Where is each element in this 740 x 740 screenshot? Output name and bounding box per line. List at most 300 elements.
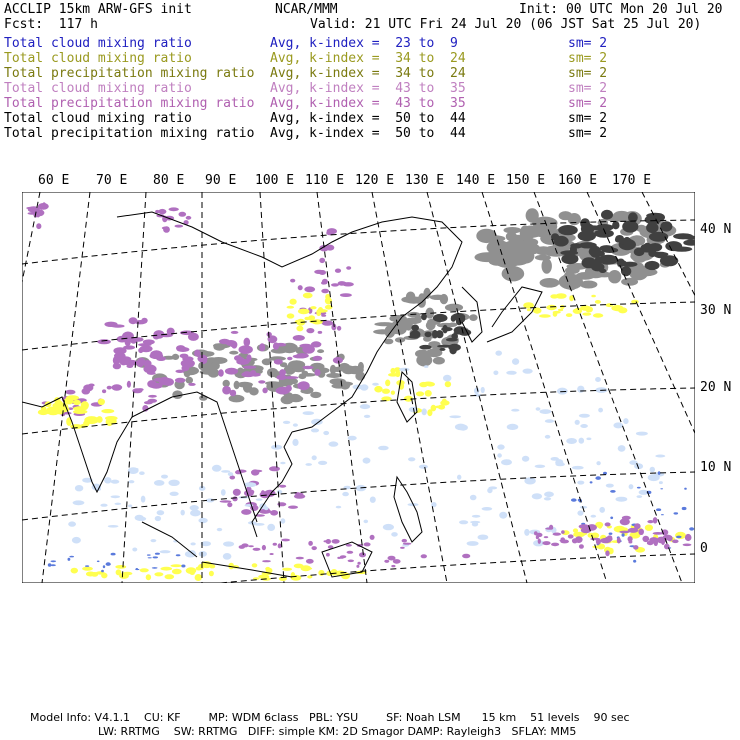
yellow-cloud: [160, 567, 172, 571]
yellow-cloud: [591, 295, 596, 298]
purple-cloud: [388, 556, 396, 561]
blue-cloud: [221, 489, 226, 496]
blue-cloud: [139, 471, 145, 475]
purple-cloud: [175, 225, 184, 228]
purple-cloud: [222, 386, 231, 395]
yellow-cloud: [287, 306, 295, 309]
blue-cloud: [244, 482, 256, 487]
blue-cloud: [512, 358, 519, 365]
purple-cloud: [270, 553, 274, 555]
blue-cloud: [482, 507, 493, 511]
model-info-line-1: Model Info: V4.1.1 CU: KF MP: WDM 6class PBL: YSU SF: Noah LSM 15 km 51 levels 90 sec: [30, 711, 630, 724]
purple-cloud: [36, 223, 41, 229]
yellow-cloud: [573, 528, 578, 532]
gray-cloud: [419, 358, 432, 364]
purple-cloud: [186, 216, 192, 220]
purple-cloud: [229, 342, 235, 347]
gray-cloud: [576, 272, 595, 280]
blue-cloud: [459, 425, 468, 431]
yellow-cloud: [307, 575, 312, 578]
blue-cloud: [497, 453, 502, 457]
purple-cloud: [314, 369, 320, 376]
purple-cloud: [538, 539, 541, 544]
dark-cloud: [421, 313, 427, 320]
yellow-cloud: [582, 313, 591, 316]
legend-sm: sm= 2: [568, 96, 608, 111]
yellow-cloud: [382, 389, 390, 394]
blue-cloud: [115, 503, 122, 505]
yellow-cloud: [298, 309, 310, 315]
dark-cloud: [433, 314, 448, 322]
purple-cloud: [241, 543, 248, 547]
blue-cloud: [591, 515, 597, 518]
dark-cloud: [425, 332, 432, 338]
gray-cloud: [289, 395, 303, 402]
legend-field: Total cloud mixing ratio: [4, 51, 192, 66]
blue-cloud: [152, 567, 158, 569]
yellow-cloud: [645, 525, 653, 531]
gray-cloud: [208, 368, 220, 377]
gray-cloud: [469, 314, 477, 321]
blue-cloud: [228, 472, 233, 476]
legend-sm: sm= 2: [568, 126, 608, 141]
blue-cloud: [590, 481, 593, 483]
forecast-hour: Fcst: 117 h: [4, 17, 98, 32]
lon-label: 160 E: [558, 173, 598, 188]
dark-cloud: [599, 269, 606, 273]
blue-cloud: [111, 495, 121, 498]
purple-cloud: [111, 324, 124, 327]
yellow-cloud: [445, 381, 451, 387]
purple-cloud: [135, 320, 147, 324]
purple-cloud: [356, 565, 359, 568]
blue-cloud: [256, 498, 263, 500]
lon-label: 80 E: [153, 173, 185, 188]
purple-cloud: [306, 559, 314, 564]
purple-cloud: [296, 557, 304, 560]
purple-cloud: [273, 543, 277, 546]
purple-cloud: [403, 543, 412, 545]
purple-cloud: [158, 209, 166, 214]
gray-cloud: [494, 253, 520, 268]
blue-cloud: [481, 387, 485, 393]
purple-cloud: [127, 381, 131, 388]
blue-cloud: [577, 386, 584, 393]
blue-cloud: [599, 507, 605, 513]
gray-cloud: [243, 383, 252, 393]
blue-cloud: [637, 487, 641, 489]
blue-cloud: [422, 408, 427, 415]
purple-cloud: [308, 541, 313, 546]
blue-cloud: [595, 377, 601, 382]
blue-cloud: [206, 498, 214, 502]
yellow-cloud: [73, 400, 81, 405]
lon-label: 150 E: [506, 173, 546, 188]
purple-cloud: [421, 554, 427, 558]
purple-cloud: [246, 354, 251, 361]
dark-cloud: [622, 221, 638, 233]
blue-cloud: [50, 564, 56, 566]
blue-cloud: [336, 506, 341, 509]
blue-cloud: [457, 475, 461, 480]
blue-cloud: [618, 445, 626, 452]
dark-cloud: [440, 348, 446, 351]
lon-label: 110 E: [305, 173, 345, 188]
yellow-cloud: [442, 399, 447, 406]
blue-cloud: [161, 475, 168, 479]
dark-cloud: [671, 247, 692, 252]
gray-cloud: [535, 255, 551, 261]
yellow-cloud: [388, 373, 398, 377]
blue-cloud: [507, 424, 519, 430]
legend-sm: sm= 2: [568, 81, 608, 96]
dark-cloud: [561, 254, 578, 264]
purple-cloud: [243, 366, 256, 369]
blue-cloud: [85, 565, 89, 567]
purple-cloud: [244, 338, 251, 347]
blue-cloud: [623, 418, 628, 424]
purple-cloud: [402, 539, 407, 543]
yellow-cloud: [209, 564, 215, 568]
purple-cloud: [642, 536, 649, 542]
yellow-cloud: [425, 390, 432, 397]
blue-cloud: [523, 369, 533, 374]
purple-cloud: [225, 368, 238, 375]
blue-cloud: [636, 432, 648, 436]
purple-cloud: [241, 372, 255, 377]
blue-cloud: [305, 463, 312, 466]
blue-cloud: [72, 537, 81, 544]
purple-cloud: [561, 530, 565, 534]
gray-cloud: [608, 270, 621, 283]
blue-cloud: [495, 351, 502, 356]
legend-field: Total precipitation mixing ratio: [4, 126, 255, 141]
blue-cloud: [616, 497, 628, 502]
gray-cloud: [310, 392, 321, 398]
dark-cloud: [442, 325, 447, 334]
purple-cloud: [302, 345, 315, 354]
dark-cloud: [580, 218, 590, 229]
blue-cloud: [75, 485, 83, 491]
legend-field: Total cloud mixing ratio: [4, 36, 192, 51]
legend-avg: Avg, k-index = 34 to 24: [270, 66, 466, 81]
blue-cloud: [459, 520, 468, 524]
yellow-cloud: [416, 391, 424, 396]
blue-cloud: [111, 480, 120, 484]
purple-cloud: [313, 356, 323, 361]
blue-cloud: [577, 481, 584, 485]
legend-sm: sm= 2: [568, 36, 608, 51]
blue-cloud: [391, 532, 398, 537]
blue-cloud: [598, 408, 603, 413]
blue-cloud: [572, 466, 584, 470]
blue-cloud: [100, 504, 107, 507]
dark-cloud: [578, 231, 596, 242]
purple-cloud: [575, 536, 583, 543]
purple-cloud: [148, 399, 158, 403]
purple-cloud: [274, 359, 283, 365]
legend-field: Total precipitation mixing ratio: [4, 96, 255, 111]
blue-cloud: [154, 480, 165, 486]
gray-cloud: [299, 373, 316, 377]
lon-label: 130 E: [405, 173, 445, 188]
legend-sm: sm= 2: [568, 111, 608, 126]
purple-cloud: [232, 496, 237, 501]
yellow-cloud: [186, 567, 197, 574]
blue-cloud: [51, 560, 57, 562]
purple-cloud: [28, 206, 40, 212]
purple-cloud: [622, 516, 631, 520]
yellow-cloud: [595, 300, 601, 304]
yellow-cloud: [165, 574, 175, 579]
blue-cloud: [370, 497, 376, 503]
legend-field: Total cloud mixing ratio: [4, 111, 192, 126]
purple-cloud: [65, 390, 75, 395]
lon-label: 100 E: [255, 173, 295, 188]
valid-time: Valid: 21 UTC Fri 24 Jul 20 (06 JST Sat 25 Jul 20): [310, 17, 702, 32]
purple-cloud: [579, 544, 584, 549]
purple-cloud: [319, 258, 325, 263]
purple-cloud: [276, 387, 290, 395]
yellow-cloud: [52, 403, 64, 408]
blue-cloud: [613, 422, 623, 428]
gray-cloud: [523, 238, 538, 246]
blue-cloud: [267, 524, 275, 531]
purple-cloud: [647, 541, 654, 545]
blue-cloud: [168, 480, 179, 486]
purple-cloud: [337, 326, 341, 331]
purple-cloud: [175, 378, 186, 383]
blue-cloud: [629, 484, 634, 489]
blue-cloud: [212, 465, 222, 472]
blue-cloud: [424, 365, 428, 368]
blue-cloud: [419, 465, 428, 469]
purple-cloud: [628, 540, 632, 543]
dark-cloud: [408, 335, 420, 338]
yellow-cloud: [116, 569, 122, 575]
lat-label: 30 N: [700, 303, 732, 318]
purple-cloud: [306, 328, 314, 333]
purple-cloud: [275, 343, 286, 347]
blue-cloud: [575, 420, 580, 425]
purple-cloud: [269, 466, 280, 471]
purple-cloud: [298, 285, 303, 290]
purple-cloud: [584, 527, 588, 531]
purple-cloud: [111, 384, 122, 390]
purple-cloud: [169, 207, 179, 211]
blue-cloud: [487, 488, 492, 493]
yellow-cloud: [374, 386, 382, 393]
yellow-cloud: [154, 572, 163, 576]
purple-cloud: [653, 517, 658, 523]
blue-cloud: [511, 409, 519, 412]
gray-cloud: [374, 322, 395, 326]
yellow-cloud: [73, 409, 87, 414]
blue-cloud: [577, 510, 583, 515]
gray-cloud: [430, 295, 447, 300]
purple-cloud: [333, 357, 343, 364]
blue-cloud: [493, 371, 498, 376]
blue-cloud: [69, 556, 74, 558]
blue-cloud: [147, 554, 151, 555]
purple-cloud: [179, 212, 187, 217]
dark-cloud: [411, 325, 419, 332]
blue-cloud: [655, 455, 665, 458]
yellow-cloud: [140, 568, 149, 572]
blue-cloud: [104, 477, 111, 483]
blue-cloud: [97, 561, 100, 563]
gray-cloud: [542, 258, 552, 273]
blue-cloud: [606, 484, 614, 488]
yellow-cloud: [539, 314, 551, 318]
purple-cloud: [359, 552, 366, 557]
purple-cloud: [135, 361, 142, 364]
blue-cloud: [106, 562, 111, 566]
purple-cloud: [175, 370, 184, 373]
blue-cloud: [661, 514, 664, 515]
purple-cloud: [236, 470, 247, 473]
blue-cloud: [501, 459, 512, 465]
blue-cloud: [348, 436, 357, 441]
purple-cloud: [181, 359, 195, 368]
gray-cloud: [476, 229, 496, 243]
legend-field: Total precipitation mixing ratio: [4, 66, 255, 81]
gray-cloud: [213, 343, 220, 349]
purple-cloud: [119, 356, 131, 361]
dark-cloud: [619, 260, 627, 265]
purple-cloud: [568, 534, 574, 538]
purple-cloud: [239, 345, 253, 354]
purple-cloud: [270, 510, 278, 516]
gray-cloud: [291, 379, 298, 385]
gray-cloud: [433, 357, 445, 365]
blue-cloud: [303, 411, 315, 415]
blue-cloud: [364, 520, 369, 524]
yellow-cloud: [553, 312, 558, 317]
blue-cloud: [684, 488, 687, 490]
blue-cloud: [364, 415, 370, 418]
blue-cloud: [181, 565, 185, 568]
yellow-cloud: [618, 307, 627, 313]
purple-cloud: [322, 279, 328, 285]
purple-cloud: [348, 560, 354, 563]
blue-cloud: [659, 481, 663, 484]
yellow-cloud: [556, 293, 567, 299]
purple-cloud: [542, 541, 550, 545]
gray-cloud: [186, 377, 193, 384]
blue-cloud: [360, 384, 368, 390]
blue-cloud: [536, 407, 541, 410]
blue-cloud: [153, 556, 158, 558]
blue-cloud: [198, 518, 207, 523]
purple-cloud: [335, 269, 341, 273]
purple-cloud: [545, 528, 553, 530]
lat-label: 40 N: [700, 222, 732, 237]
legend-avg: Avg, k-index = 43 to 35: [270, 81, 466, 96]
yellow-cloud: [96, 416, 102, 423]
yellow-cloud: [86, 572, 95, 577]
blue-cloud: [555, 459, 563, 466]
purple-cloud: [253, 470, 262, 473]
blue-cloud: [524, 529, 529, 536]
yellow-cloud: [294, 564, 304, 569]
blue-cloud: [157, 510, 165, 515]
gray-cloud: [502, 266, 525, 281]
dark-cloud: [419, 345, 431, 350]
yellow-cloud: [527, 309, 531, 311]
blue-cloud: [399, 368, 410, 371]
purple-cloud: [647, 520, 653, 523]
gray-cloud: [404, 319, 412, 331]
purple-cloud: [102, 389, 106, 393]
blue-cloud: [467, 541, 479, 546]
dark-cloud: [621, 266, 631, 276]
lat-label: 10 N: [700, 460, 732, 475]
yellow-cloud: [310, 306, 316, 309]
blue-cloud: [637, 495, 643, 498]
gray-cloud: [199, 395, 207, 401]
purple-cloud: [391, 565, 395, 567]
gray-cloud: [229, 395, 245, 403]
purple-cloud: [107, 386, 112, 390]
blue-cloud: [155, 553, 160, 555]
purple-cloud: [551, 543, 559, 547]
yellow-cloud: [385, 380, 390, 387]
blue-cloud: [136, 517, 146, 521]
blue-cloud: [223, 541, 234, 546]
purple-cloud: [122, 332, 134, 341]
purple-cloud: [672, 540, 679, 544]
yellow-cloud: [170, 564, 182, 567]
yellow-cloud: [558, 309, 563, 311]
blue-cloud: [586, 438, 591, 441]
purple-cloud: [370, 535, 375, 540]
lon-label: 140 E: [456, 173, 496, 188]
blue-cloud: [571, 498, 577, 501]
yellow-cloud: [282, 568, 292, 571]
yellow-cloud: [98, 399, 105, 405]
purple-cloud: [288, 506, 298, 509]
legend-field: Total cloud mixing ratio: [4, 81, 192, 96]
blue-cloud: [658, 471, 661, 475]
yellow-cloud: [391, 391, 395, 395]
blue-cloud: [129, 480, 135, 483]
purple-cloud: [332, 539, 340, 544]
dark-cloud: [452, 313, 465, 321]
yellow-cloud: [305, 567, 313, 570]
lat-label: 0: [700, 541, 708, 556]
purple-cloud: [364, 542, 371, 546]
purple-cloud: [218, 369, 224, 377]
yellow-cloud: [195, 574, 202, 581]
blue-cloud: [141, 496, 146, 503]
legend-avg: Avg, k-index = 50 to 44: [270, 126, 466, 141]
purple-cloud: [278, 543, 282, 548]
blue-cloud: [566, 438, 577, 444]
purple-cloud: [462, 554, 470, 559]
organization: NCAR/MMM: [275, 2, 338, 17]
yellow-cloud: [82, 567, 93, 571]
blue-cloud: [101, 570, 104, 573]
purple-cloud: [347, 551, 354, 554]
blue-cloud: [470, 521, 480, 523]
blue-cloud: [148, 557, 152, 558]
yellow-cloud: [146, 574, 151, 580]
purple-cloud: [298, 381, 310, 390]
blue-cloud: [280, 462, 285, 464]
blue-cloud: [540, 409, 552, 414]
init-time: Init: 00 UTC Mon 20 Jul 20: [519, 2, 723, 17]
